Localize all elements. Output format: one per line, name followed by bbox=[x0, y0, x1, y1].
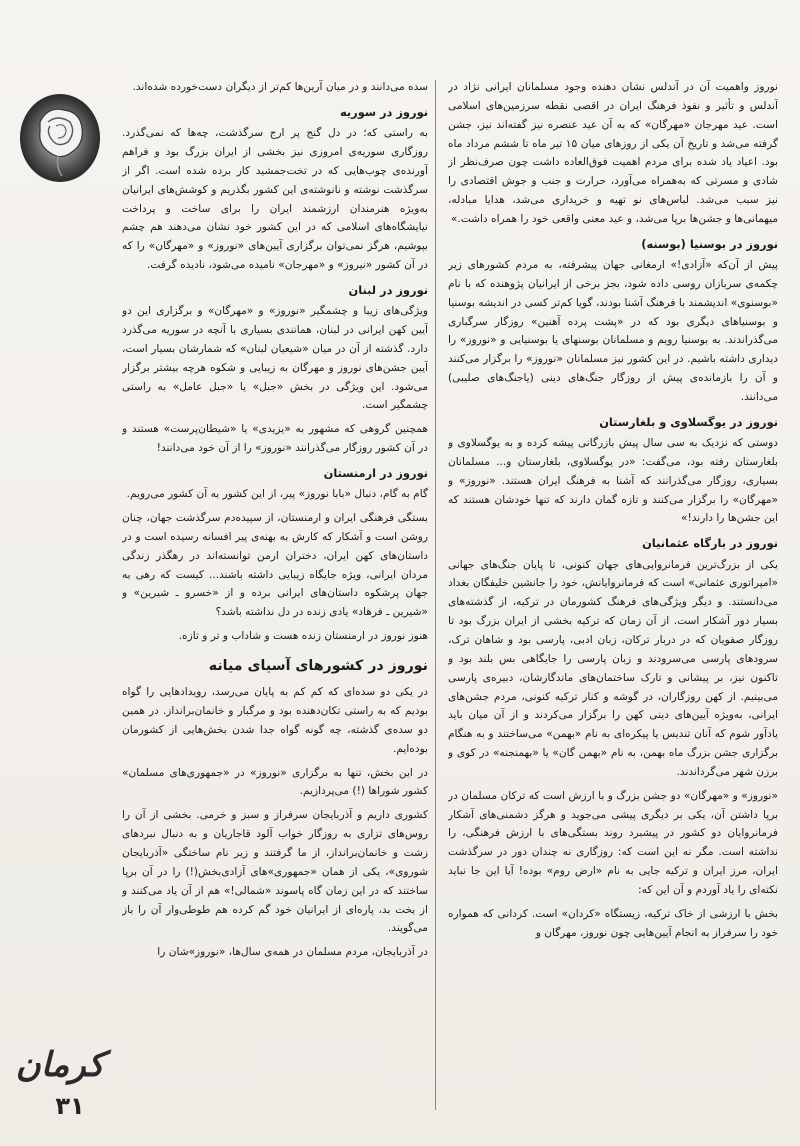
paragraph: در این بخش، تنها به برگزاری «نوروز» در «جمهوری‌های مسلمان» کشور شوراها (!) می‌پردازیم. bbox=[122, 766, 428, 798]
paragraph: در یکی دو سده‌ای که کم کم به پایان می‌رسد، رویدادهایی را گواه بودیم که به راستی تکان‌دهنده بود و مرگبار و خانمان‌برانداز. در همین دو سده‌ی گذشته، چه گونه گواه جدا شدن بخش‌هایی از کشورمان بوده‌ایم. bbox=[122, 686, 428, 755]
section-heading: نوروز در یوگسلاوی و بلغارستان bbox=[599, 414, 778, 429]
right-text-column bbox=[448, 78, 778, 1138]
paragraph: هنوز نوروز در ارمنستان زنده هست و شاداب و تر و تازه. bbox=[178, 630, 428, 643]
column-divider bbox=[435, 80, 436, 1110]
section-heading: نوروز در بوسنیا (بوسنه) bbox=[641, 236, 778, 251]
paragraph: «نوروز» و «مهرگان» دو جشن بزرگ و با ارزش است که ترکان مسلمان در برپا داشتن آن، یکی بر دیگری پیشی می‌جوید و هرگز دشمنی‌های آشکار فرمانروایان دو کشور در پیشبرد روند بستگی‌های با ارزش فرهنگی، را نداشته است. مگر نه این است که: روزگاری نه چندان دور در سرگذشت ایران، مرز ایران و ترکیه جایی به نام «ارض روم» بوده! آیا این جا نباید نکته‌ای را یاد آوردم و آن این که: bbox=[448, 789, 778, 896]
paragraph: گام به گام، دنبال «بابا نوروز» پیر، از این کشور به آن کشور می‌رویم. bbox=[126, 488, 428, 501]
paragraph: سده می‌دانند و در میان آرین‌ها کم‌تر از دیگران دست‌خورده شده‌اند. bbox=[132, 81, 428, 93]
paragraph: بستگی فرهنگی ایران و ارمنستان، از سپیده‌دم سرگذشت جهان، چنان روشن است و آشکار که کارش به بهنه‌ی پیر افسانه رسیده است و در داستان‌های کهن ایران، دختران ارمن توانسته‌اند در رهگذر زندگی مردان ایرانی، ویژه جایگاه زیبایی داشته باشند... کیست که رهی به جهان پرشکوه داستان‌های ایرانی برده و از «خسرو ـ شیرین» و «شیرین ـ فرهاد» یادی زنده در دل نداشته باشد؟ bbox=[122, 512, 428, 619]
paragraph: پیش از آن‌که «آزادی!» ارمغانی جهان پیشرفته، به مردم کشورهای زیر چکمه‌ی سربازان روسی داده شود، بجز برخی از ایرانیان پژوهنده که با نام «بوسنوی» اندیشمند با فرهنگ آشنا بودند، گویا کم‌تر کسی در اندیشه بوسنیا و بوسنیاهای دیگری بود که در «پشت پرده آهنین» روزگار سرگباری می‌گذراندند. به بوسنیا رویم و مسلمانان بوسنهای یا بوسنیایی و «نوروز» را دیداری داشته باشیم. در این کشور نیز مسلمانان «نوروز» را برگزار می‌کنند و آن را بازمانده‌ی پیش از روزگار جنگ‌های دینی (یاجنگ‌های صلیبی) می‌دانند. bbox=[448, 259, 778, 403]
section-heading: نوروز در ارمنستان bbox=[323, 465, 428, 480]
section-heading: نوروز در لبنان bbox=[348, 282, 428, 297]
left-text-column bbox=[122, 78, 428, 1138]
paragraph: ویژگی‌های زیبا و چشمگیر «نوروز» و «مهرگان» و برگزاری این دو آیین کهن ایرانی در لبنان، همانندی بسیاری با آنچه در سوریه می‌گذرد دارد. گذشته از آن در میان «شیعیان لبنان» که شمارشان بسیار است، آیین جشن‌های نوروز و مهرگان به زیبایی و شکوه هرچه بیشتر برگزار می‌شود. این ویژگی در بخش «جبل» یا «جبل عامل» به راستی چشمگیر است. bbox=[122, 305, 428, 412]
paragraph: کشوری داریم و آذربایجان سرفراز و سبز و خرمی. بخشی از آن را روس‌های تزاری به روزگار خواب آلود قاجاریان و به دنبال نبردهای زشت و خانمان‌برانداز، از ما گرفتند و زیر نام ساختگی «آذربایجان شوروی»، یکی از همان «جمهوری»های آزادی‌بخش(!) را در آن برپا ساختند که در این زمان گاه پاسوند «شمالی!» هم از آن یاد می‌کنند و از بخت بد، پاره‌ای از ایرانیان خود گم کرده هم طوطی‌وار آن را باز می‌گویند. bbox=[122, 809, 428, 935]
rose-logo-icon bbox=[18, 92, 102, 184]
section-heading: نوروز در سوریه bbox=[339, 104, 428, 119]
paragraph: نوروز واهمیت آن در آندلس نشان دهنده وجود مسلمانان ایرانی نژاد در آندلس و تأثیر و نفوذ فرهنگ ایران در اقصی نقطه سرزمین‌های اسلامی است. عید مهرجان «مهرگان» که به آن عید عنصره نیز گفته‌اند نیز، جشن گرفته می‌شد و تاریخ آن یکی از روزهای میان ۱۵ تیر ماه تا ششم مرداد ماه بود. اعیاد یاد شده برای مردم اهمیت فوق‌العاده داشت چون صرف‌نظر از شادی و مسرتی که به‌همراه می‌آورد، حرارت و جنب و جوش اقتصادی را نیز سبب می‌شد. لباس‌های نو تهیه و خریداری می‌شد، هدایا مبادله، میهمانی‌ها و جشن‌ها برپا می‌شد، و عید معنی واقعی خود را همراه داشت.» bbox=[448, 81, 778, 225]
magazine-title: کرمان bbox=[15, 1045, 105, 1085]
major-heading: نوروز در کشورهای آسیای میانه bbox=[208, 657, 428, 674]
paragraph: دوستی که نزدیک به سی سال پیش بازرگانی پیشه کرده و به یوگسلاوی و بلغارستان رفته بود، می‌گفت: «در یوگسلاوی، بلغارستان و... مسلمانان بسیاری، روزگار می‌گذرانند که آشنا به فرهنگ ایران هستند. «نوروز» و «مهرگان» را برگزار می‌کنند و تازه گمان دارند که تنها خودشان هستند که این جشن‌ها را دارند!» bbox=[448, 437, 778, 525]
paragraph: بخش با ارزشی از خاک ترکیه، زیستگاه «کردان» است. کردانی که همواره خود را سرفراز به انجام آیین‌هایی چون نوروز، مهرگان و bbox=[448, 907, 778, 939]
page-number: ۳۱ bbox=[55, 1092, 85, 1120]
paragraph: به راستی که؛ در دل گنج پر ارج سرگذشت، چه‌ها که نمی‌گذرد. روزگاری سوریه‌ی امروزی نیز بخشی از ایران بزرگ بود و فراهم آورنده‌ی چوب‌هایی که در تخت‌جمشید کار برده شده است. اگر از سرگذشت نوشته و نانوشته‌ی این کشور بگذریم و کوشش‌های ایرانیان به‌ویژه هنرمندان ارزشمند ایران را برای ساخت و پرداخت نیایشگاه‌های اسلامی که در این کشور خود نشان می‌دهند هم چشم بپوشیم، هرگز نمی‌توان برگزاری آیین‌های «نوروز» و «مهرگان» را که در آن کشور «نیروز» و «مهرجان» نامیده می‌شود، نادیده گرفت. bbox=[122, 127, 428, 272]
paragraph: یکی از بزرگ‌ترین فرمانروایی‌های جهان کنونی، تا پایان جنگ‌های جهانی «امپراتوری عثمانی» است که فرمانروایانش، خود را جانشین خلیفگان بغداد می‌دانستند. و دیگر ویژگی‌های فرهنگ کشورمان در ترکیه، از گذشته‌های بسیار دور آشکار است. از آن زمان که ترکیه بخشی از ایران بزرگ بود تا روزگار صفویان که در دربار ترکان، زبان ادبی، پارسی بود و شاهان ترک، سرودهای پارسی می‌سرودند و زبان پارسی را جایگاهی بس بلند بود و تاکنون نیز، بر پیشانی و تارک ساختمان‌های ماندگارشان، دبیره‌ی پارسی می‌بینیم. از کهن روزگاران، در گوشه و کنار ترکیه کنونی، مردم جشن‌های ایرانی، به‌ویژه آیین‌های دینی کهن را برگزار می‌کردند و از آن میان باید یادآور شوم که آنان تندیس یا پیکره‌ای به نام «بهمن» می‌ساختند و به هنگام برگزاری جشن بزرگ ماه بهمن، به نام «بهمن گان» یا «بهمنجنه» در کوی و برزن شهر می‌گرداندند. bbox=[448, 558, 778, 778]
paragraph: در آذربایجان، مردم مسلمان در همه‌ی سال‌ها، «نوروز»شان را bbox=[157, 946, 428, 959]
section-heading: نوروز در بارگاه عثمانیان bbox=[642, 536, 778, 551]
paragraph: همچنین گروهی که مشهور به «یزیدی» یا «شیطان‌پرست» هستند و در آن کشور روزگار می‌گذرانند «نوروز» را از آن خود می‌دانند! bbox=[122, 423, 428, 455]
